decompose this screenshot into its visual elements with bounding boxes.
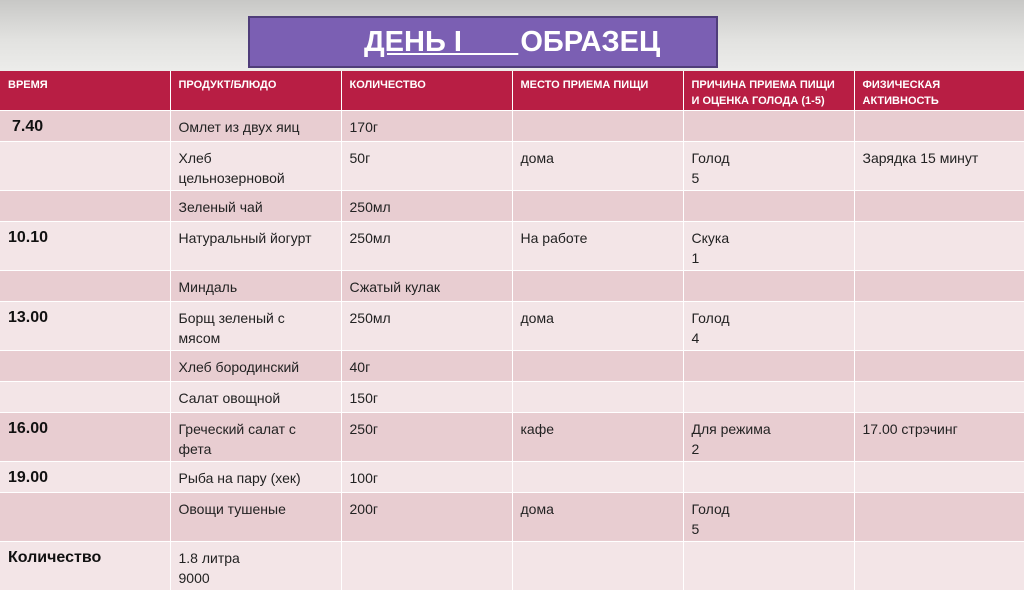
header-time: ВРЕМЯ	[0, 71, 170, 111]
slide-title	[248, 16, 718, 68]
cell-place: На работе	[512, 222, 683, 271]
cell-activity	[854, 462, 1024, 493]
cell-product: Натуральный йогурт	[170, 222, 341, 271]
table-row	[0, 271, 1024, 302]
cell-quantity: 100г	[341, 462, 512, 493]
cell-activity	[854, 191, 1024, 222]
cell-quantity: 250г	[341, 413, 512, 462]
cell-time: 10.10	[0, 222, 170, 271]
cell-activity	[854, 351, 1024, 382]
cell-time: 7.40	[0, 111, 170, 142]
header-activity: ФИЗИЧЕСКАЯ АКТИВНОСТЬ	[854, 71, 1024, 111]
cell-product: Омлет из двух яиц	[170, 111, 341, 142]
cell-activity	[854, 271, 1024, 302]
food-diary-table	[0, 71, 1024, 591]
cell-time	[0, 191, 170, 222]
cell-place	[512, 111, 683, 142]
cell-time: 19.00	[0, 462, 170, 493]
cell-time: Количество	[0, 542, 170, 591]
header-product: ПРОДУКТ/БЛЮДО	[170, 71, 341, 111]
cell-time	[0, 351, 170, 382]
cell-reason	[683, 542, 854, 591]
cell-time	[0, 493, 170, 542]
cell-quantity: 150г	[341, 382, 512, 413]
cell-place	[512, 542, 683, 591]
cell-activity	[854, 542, 1024, 591]
cell-product: Греческий салат с фета	[170, 413, 341, 462]
cell-product: Хлеб бородинский	[170, 351, 341, 382]
cell-activity	[854, 493, 1024, 542]
table-row	[0, 222, 1024, 271]
cell-place: дома	[512, 302, 683, 351]
cell-place: дома	[512, 142, 683, 191]
table-header-row	[0, 71, 1024, 111]
cell-place	[512, 382, 683, 413]
cell-quantity: 250мл	[341, 191, 512, 222]
cell-quantity	[341, 542, 512, 591]
table-row	[0, 142, 1024, 191]
cell-reason: Для режима 2	[683, 413, 854, 462]
cell-reason: Голод 5	[683, 142, 854, 191]
table-row	[0, 493, 1024, 542]
title-sample: ОБРАЗЕЦ	[520, 25, 661, 58]
cell-product: Овощи тушеные	[170, 493, 341, 542]
cell-place: дома	[512, 493, 683, 542]
header-quantity: КОЛИЧЕСТВО	[341, 71, 512, 111]
cell-reason	[683, 111, 854, 142]
cell-quantity: Сжатый кулак	[341, 271, 512, 302]
cell-reason	[683, 382, 854, 413]
cell-activity	[854, 382, 1024, 413]
cell-reason	[683, 351, 854, 382]
cell-time: 16.00	[0, 413, 170, 462]
table-row	[0, 462, 1024, 493]
cell-quantity: 250мл	[341, 222, 512, 271]
cell-time	[0, 382, 170, 413]
cell-quantity: 250мл	[341, 302, 512, 351]
table-row	[0, 351, 1024, 382]
cell-time	[0, 142, 170, 191]
table-row	[0, 413, 1024, 462]
cell-place: кафе	[512, 413, 683, 462]
table-row	[0, 191, 1024, 222]
cell-quantity: 40г	[341, 351, 512, 382]
title-day: ДЕНЬ I	[364, 25, 519, 58]
cell-activity	[854, 111, 1024, 142]
table-row	[0, 382, 1024, 413]
cell-quantity: 170г	[341, 111, 512, 142]
cell-place	[512, 271, 683, 302]
cell-product: 1.8 литра 9000	[170, 542, 341, 591]
header-place: МЕСТО ПРИЕМА ПИЩИ	[512, 71, 683, 111]
cell-quantity: 200г	[341, 493, 512, 542]
cell-activity: 17.00 стрэчинг	[854, 413, 1024, 462]
header-reason: ПРИЧИНА ПРИЕМА ПИЩИ И ОЦЕНКА ГОЛОДА (1-5)	[683, 71, 854, 111]
cell-time: 13.00	[0, 302, 170, 351]
cell-product: Рыба на пару (хек)	[170, 462, 341, 493]
cell-reason	[683, 271, 854, 302]
cell-reason	[683, 462, 854, 493]
cell-place	[512, 191, 683, 222]
cell-place	[512, 462, 683, 493]
cell-product: Салат овощной	[170, 382, 341, 413]
cell-reason	[683, 191, 854, 222]
cell-quantity: 50г	[341, 142, 512, 191]
cell-place	[512, 351, 683, 382]
cell-time	[0, 271, 170, 302]
cell-reason: Голод 5	[683, 493, 854, 542]
cell-activity	[854, 302, 1024, 351]
cell-product: Зеленый чай	[170, 191, 341, 222]
cell-activity	[854, 222, 1024, 271]
cell-reason: Скука 1	[683, 222, 854, 271]
cell-reason: Голод 4	[683, 302, 854, 351]
cell-product: Борщ зеленый с мясом	[170, 302, 341, 351]
cell-activity: Зарядка 15 минут	[854, 142, 1024, 191]
table-row	[0, 111, 1024, 142]
table-row	[0, 542, 1024, 591]
cell-product: Миндаль	[170, 271, 341, 302]
cell-product: Хлеб цельнозерновой	[170, 142, 341, 191]
table-row	[0, 302, 1024, 351]
